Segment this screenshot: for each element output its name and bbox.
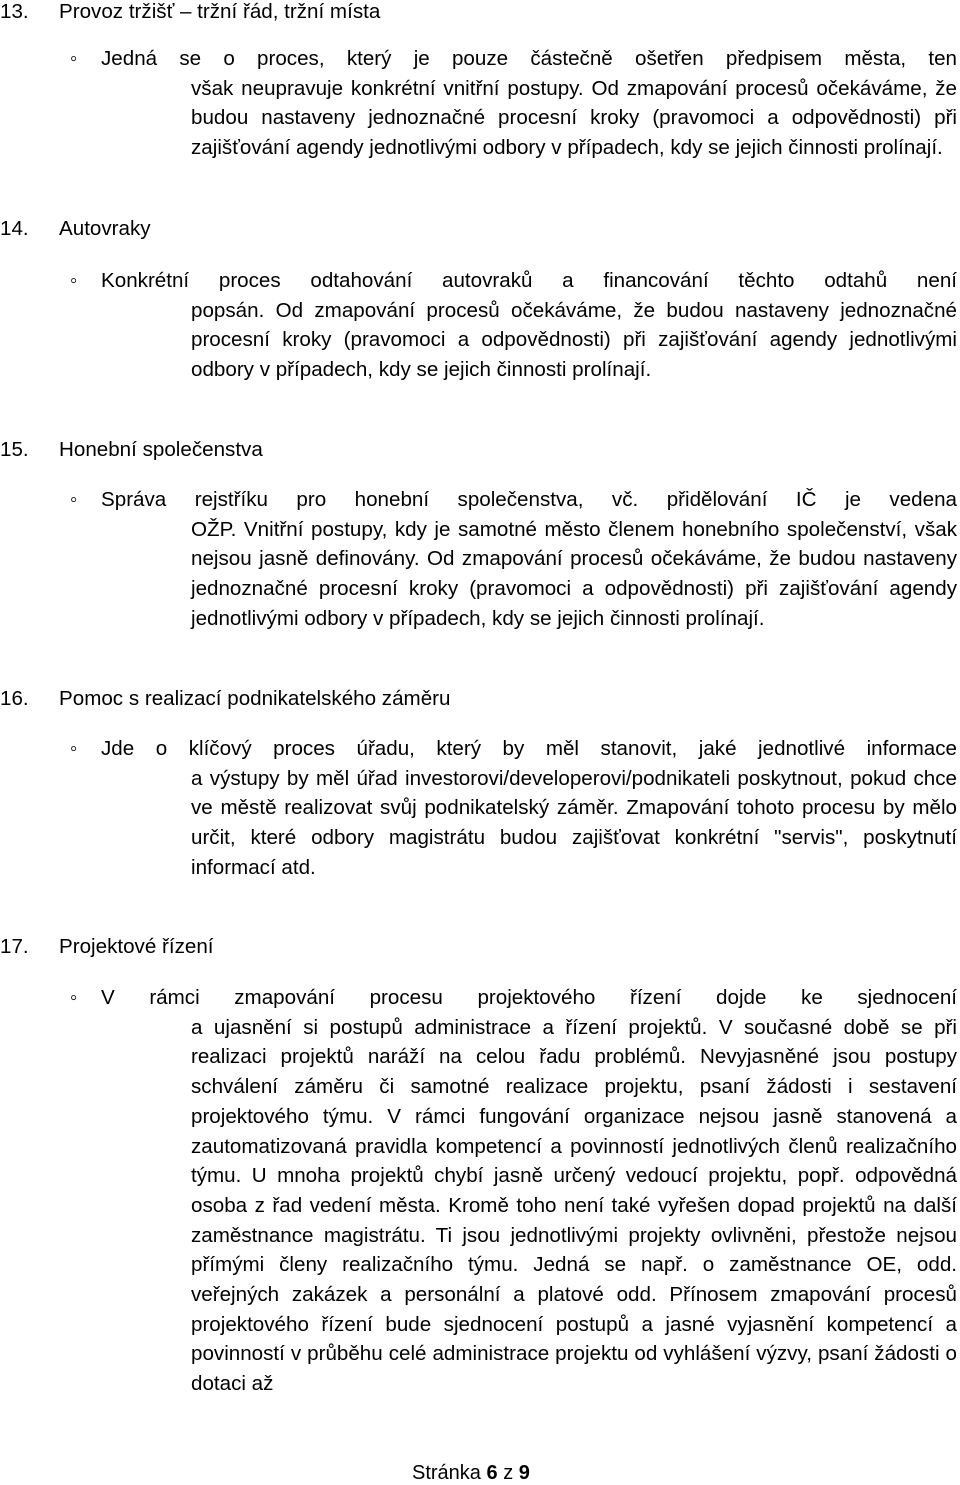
total-pages: 9 — [518, 1462, 530, 1484]
section-heading-13 — [0, 0, 960, 27]
bullet-marker-icon: ◦ — [70, 986, 78, 1009]
section-title: Provoz tržišť – tržní řád, tržní místa — [59, 0, 381, 23]
bullet-text-first-line: Konkrétní proces odtahování autovraků a financování těchto odtahů není — [101, 269, 957, 292]
bullet-text-rest: OŽP. Vnitřní postupy, kdy je samotné město členem honebního společenství, však nejsou jasně definovány. Od zmapování procesů očekáváme, že budou nastaveny jednoznačné procesní kroky (pravomoci a odpovědnosti) při zajišťování agendy jednotlivými odbory v případech, kdy se jejich činnosti prolínají. — [191, 517, 957, 630]
bullet-item-13 — [0, 44, 960, 163]
bullet-text-first-line: V rámci zmapování procesu projektového řízení dojde ke sjednocení — [101, 986, 957, 1009]
bullet-text-rest: a výstupy by měl úřad investorovi/developerovi/podnikateli poskytnout, pokud chce ve městě realizovat svůj podnikatelský záměr. Zmapování tohoto procesu by mělo určit, které odbory magistrátu budou zajišťovat konkrétní "servis", poskytnutí informací atd. — [191, 766, 957, 879]
bullet-item-15 — [0, 485, 960, 634]
section-title: Autovraky — [59, 217, 151, 240]
page-separator: z — [503, 1462, 514, 1484]
bullet-text — [101, 983, 957, 1399]
page-number — [412, 1461, 530, 1485]
bullet-item-17 — [0, 983, 960, 1399]
section-heading-17 — [0, 932, 960, 962]
bullet-marker-icon: ◦ — [70, 47, 78, 70]
bullet-item-14 — [0, 266, 960, 385]
page-label: Stránka — [412, 1462, 481, 1484]
section-title: Honební společenstva — [59, 438, 263, 461]
bullet-marker-icon: ◦ — [70, 737, 78, 760]
section-title: Projektové řízení — [59, 935, 214, 958]
section-number: 14. — [0, 217, 29, 240]
section-number: 17. — [0, 935, 29, 958]
current-page: 6 — [486, 1462, 498, 1484]
bullet-text-first-line: Jedná se o proces, který je pouze částečně ošetřen předpisem města, ten — [101, 47, 957, 70]
bullet-marker-icon: ◦ — [70, 488, 78, 511]
bullet-item-16 — [0, 734, 960, 883]
bullet-text — [101, 734, 957, 883]
bullet-text-first-line: Správa rejstříku pro honební společenstva, vč. přidělování IČ je vedena — [101, 488, 957, 511]
section-heading-14 — [0, 214, 960, 244]
section-number: 13. — [0, 0, 29, 23]
section-heading-16 — [0, 684, 960, 714]
bullet-text — [101, 485, 957, 634]
bullet-text — [101, 44, 957, 163]
section-number: 16. — [0, 687, 29, 710]
section-number: 15. — [0, 438, 29, 461]
bullet-marker-icon: ◦ — [70, 269, 78, 292]
bullet-text — [101, 266, 957, 385]
bullet-text-rest: a ujasnění si postupů administrace a řízení projektů. V současné době se při realizaci projektů naráží na celou řadu problémů. Nevyjasněné jsou postupy schválení záměru či samotné realizace projektu, psaní žádosti i sestavení projektového týmu. V rámci fungování organizace nejsou jasně stanovená a zautomatizovaná pravidla kompetencí a povinností jednotlivých členů realizačního týmu. U mnoha projektů chybí jasně určený vedoucí projektu, popř. odpovědná osoba z řad vedení města. Kromě toho není také vyřešen dopad projektů na další zaměstnance magistrátu. Ti jsou jednotlivými projekty ovlivněni, přestože nejsou přímými členy realizačního týmu. Jedná se např. o zaměstnance OE, odd. veřejných zakázek a personální a platové odd. Přínosem zmapování procesů projektového řízení bude sjednocení postupů a jasné vyjasnění kompetencí a povinností v průběhu celé administrace projektu od vyhlášení výzvy, psaní žádosti o dotaci až — [191, 1015, 957, 1396]
section-title: Pomoc s realizací podnikatelského záměru — [59, 687, 451, 710]
section-heading-15 — [0, 435, 960, 465]
bullet-text-rest: však neupravuje konkrétní vnitřní postupy. Od zmapování procesů očekáváme, že budou nastaveny jednoznačné procesní kroky (pravomoci a odpovědnosti) při zajišťování agendy jednotlivými odbory v případech, kdy se jejich činnosti prolínají. — [191, 76, 957, 160]
bullet-text-rest: popsán. Od zmapování procesů očekáváme, že budou nastaveny jednoznačné procesní kroky (pravomoci a odpovědnosti) při zajišťování agendy jednotlivými odbory v případech, kdy se jejich činnosti prolínají. — [191, 298, 957, 382]
bullet-text-first-line: Jde o klíčový proces úřadu, který by měl stanovit, jaké jednotlivé informace — [101, 737, 957, 760]
